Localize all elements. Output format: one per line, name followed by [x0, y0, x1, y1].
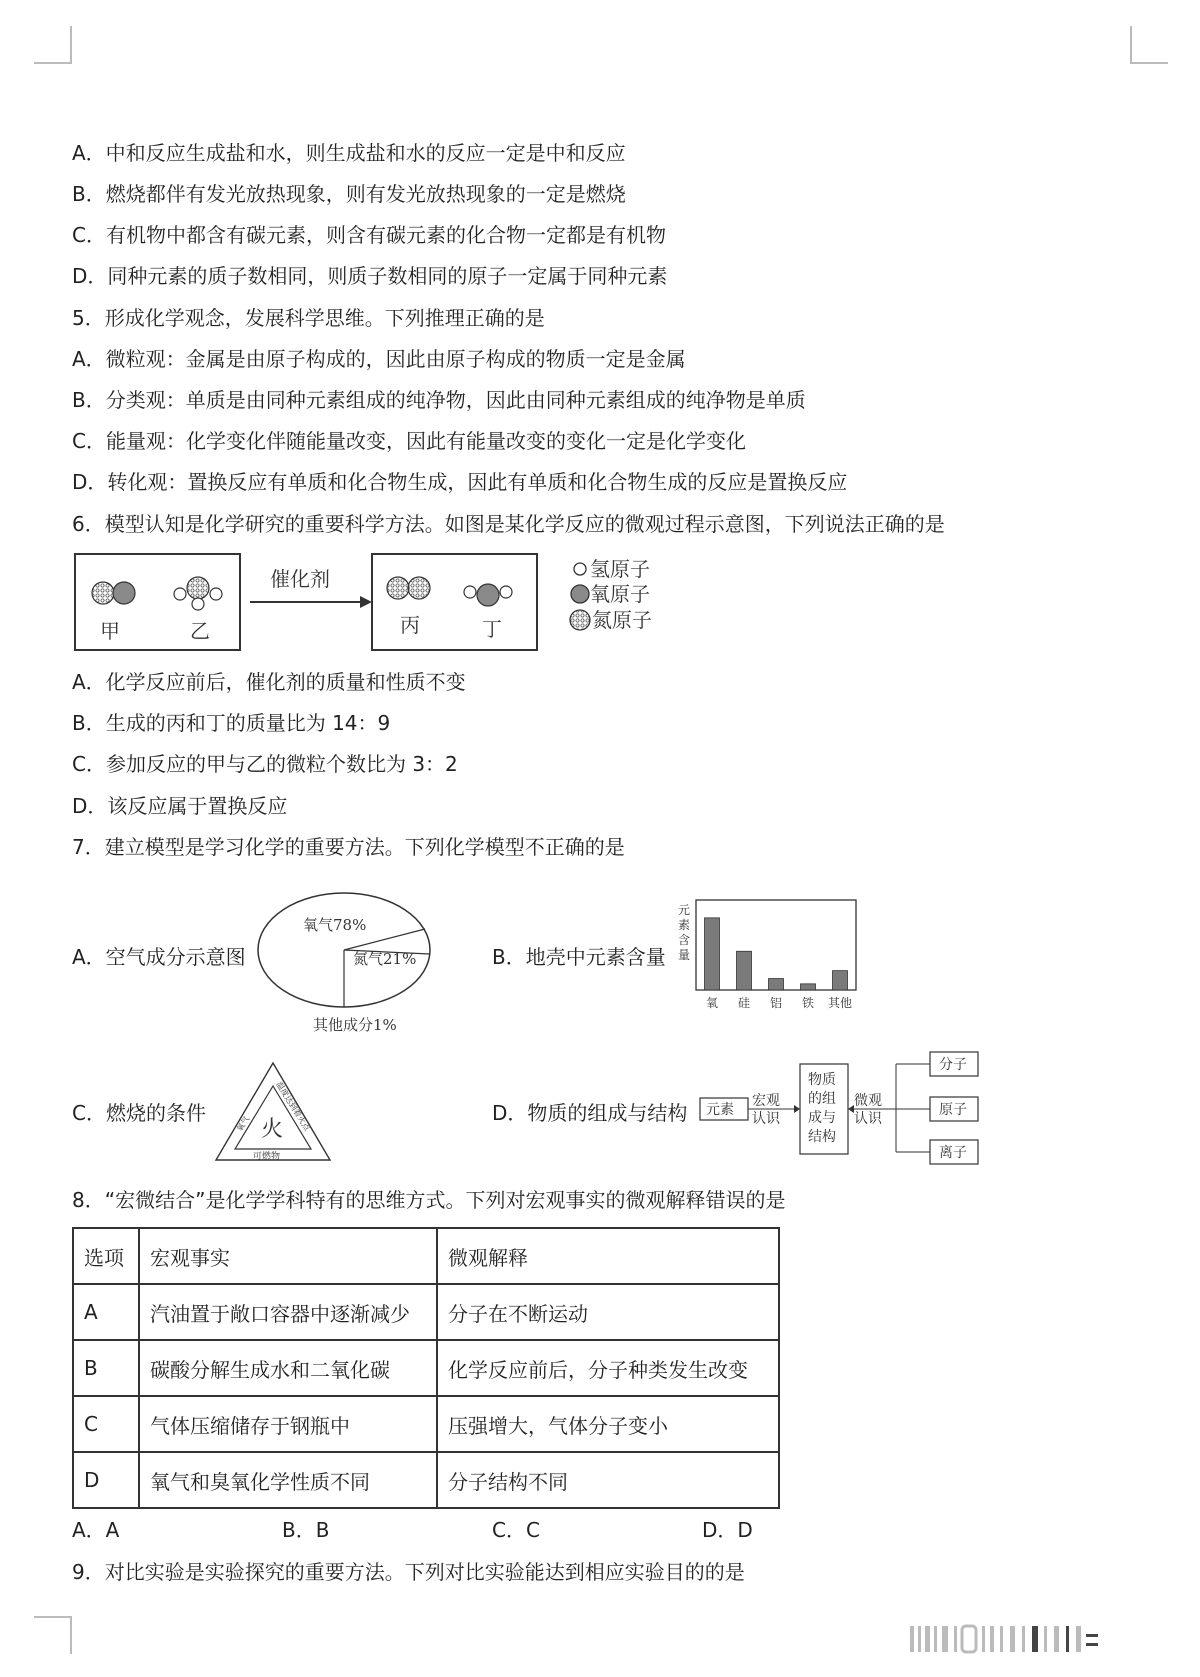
- ion-label: 离子: [939, 1145, 967, 1161]
- q5-stem: 5．形成化学观念，发展科学思维。下列推理正确的是: [72, 306, 545, 330]
- q8-option-c: C．C: [492, 1518, 540, 1542]
- molecule-bing: [387, 577, 430, 599]
- combustion-triangle: [213, 1060, 333, 1164]
- element-label: 元素: [706, 1102, 734, 1118]
- micro-label-2: 认识: [854, 1111, 882, 1127]
- molecule-ding: [464, 584, 512, 606]
- bar-ylabel-char-1: 素: [677, 918, 691, 932]
- corner-mark-bottom-left: [34, 1616, 72, 1654]
- bar-4: [833, 971, 848, 990]
- structure-center-4: 结构: [808, 1129, 836, 1145]
- bar-ylabel-char-2: 含: [677, 933, 691, 947]
- q8-option-b: B．B: [282, 1518, 330, 1542]
- bar-0: [705, 918, 720, 990]
- structure-center-1: 物质: [808, 1072, 836, 1088]
- product-box: [372, 554, 537, 650]
- q6-option-c: C．参加反应的甲与乙的微粒个数比为 3：2: [72, 752, 458, 776]
- bar-tick-label-0: 氧: [705, 996, 719, 1010]
- air-composition-pie: [255, 888, 435, 1038]
- macro-arrow-head-icon: [794, 1105, 800, 1113]
- row-b-macro: 碳酸分解生成水和二氧化碳: [139, 1340, 437, 1396]
- pie-other-label: 其他成分1%: [313, 1016, 397, 1034]
- row-d-micro: 分子结构不同: [437, 1452, 779, 1508]
- row-c-macro: 气体压缩储存于钢瓶中: [139, 1396, 437, 1452]
- reactant-jia-label: 甲: [100, 619, 120, 643]
- q7-option-d-label: D．物质的组成与结构: [492, 1101, 688, 1125]
- q5-option-a: A．微粒观：金属是由原子构成的，因此由原子构成的物质一定是金属: [72, 347, 686, 371]
- legend-oxygen: 氧原子: [590, 582, 650, 606]
- q7-option-c-label: C．燃烧的条件: [72, 1101, 206, 1125]
- bar-1: [737, 951, 752, 990]
- row-c-option: C: [73, 1396, 139, 1452]
- crust-element-bar-chart: [672, 898, 862, 1013]
- table-row: [73, 1452, 779, 1508]
- bar-tick-label-4: 其他: [827, 996, 853, 1010]
- pie-oxygen-label: 氧气78%: [303, 916, 367, 934]
- bar-chart-ylabel: [678, 903, 690, 962]
- q8-option-a: A．A: [72, 1518, 120, 1542]
- reaction-diagram: [70, 548, 670, 656]
- row-d-option: D: [73, 1452, 139, 1508]
- row-a-micro: 分子在不断运动: [437, 1284, 779, 1340]
- row-a-macro: 汽油置于敞口容器中逐渐减少: [139, 1284, 437, 1340]
- bar-tick-label-3: 铁: [801, 996, 815, 1010]
- q6-stem: 6．模型认知是化学研究的重要科学方法。如图是某化学反应的微观过程示意图，下列说法正确的是: [72, 512, 945, 536]
- oxygen-legend-icon: [571, 585, 589, 603]
- q6-option-d: D．该反应属于置换反应: [72, 794, 288, 818]
- structure-center-3: 成与: [808, 1110, 836, 1126]
- atom-label: 原子: [939, 1102, 967, 1118]
- molecule-yi: [174, 577, 222, 610]
- q7-option-a-label: A．空气成分示意图: [72, 945, 246, 969]
- q4-option-b: B．燃烧都伴有发光放热现象，则有发光放热现象的一定是燃烧: [72, 182, 626, 206]
- fire-bottom-label: 可燃物: [253, 1152, 281, 1162]
- catalyst-label: 催化剂: [270, 567, 330, 591]
- pie-nitrogen-label: 氮气21%: [353, 950, 417, 968]
- bar-2: [769, 979, 784, 990]
- q7-stem: 7．建立模型是学习化学的重要方法。下列化学模型不正确的是: [72, 835, 625, 859]
- row-b-option: B: [73, 1340, 139, 1396]
- q4-option-c: C．有机物中都含有碳元素，则含有碳元素的化合物一定都是有机物: [72, 223, 666, 247]
- q5-option-c: C．能量观：化学变化伴随能量改变，因此有能量改变的变化一定是化学变化: [72, 429, 746, 453]
- macro-label-2: 认识: [752, 1111, 780, 1127]
- reactant-yi-label: 乙: [190, 619, 210, 643]
- q8-stem: 8．“宏微结合”是化学学科特有的思维方式。下列对宏观事实的微观解释错误的是: [72, 1188, 786, 1212]
- structure-center-2: 的组: [808, 1091, 836, 1107]
- row-d-macro: 氧气和臭氧化学性质不同: [139, 1452, 437, 1508]
- row-b-micro: 化学反应前后，分子种类发生改变: [437, 1340, 779, 1396]
- header-macro: 宏观事实: [139, 1228, 437, 1284]
- table-row: [73, 1396, 779, 1452]
- bar-3: [801, 984, 816, 990]
- fire-left-label: 氧气: [235, 1114, 252, 1134]
- outer-triangle: [216, 1063, 330, 1160]
- micro-label-1: 微观: [854, 1093, 882, 1109]
- q8-table: [72, 1227, 780, 1509]
- page-marker-icon: [910, 1622, 1180, 1658]
- corner-mark-top-left: [34, 26, 72, 64]
- q5-option-b: B．分类观：单质是由同种元素组成的纯净物，因此由同种元素组成的纯净物是单质: [72, 388, 806, 412]
- q4-option-d: D．同种元素的质子数相同，则质子数相同的原子一定属于同种元素: [72, 264, 668, 288]
- product-bing-label: 丙: [400, 613, 420, 637]
- bar-tick-label-1: 硅: [737, 996, 751, 1010]
- table-row: [73, 1340, 779, 1396]
- header-micro: 微观解释: [437, 1228, 779, 1284]
- bar-tick-label-2: 铝: [769, 996, 783, 1010]
- q6-option-a: A．化学反应前后，催化剂的质量和性质不变: [72, 670, 466, 694]
- q7-option-b-label: B．地壳中元素含量: [492, 945, 666, 969]
- q4-option-a: A．中和反应生成盐和水，则生成盐和水的反应一定是中和反应: [72, 141, 626, 165]
- legend-hydrogen: 氢原子: [590, 557, 650, 581]
- legend-nitrogen: 氮原子: [592, 608, 652, 632]
- bar-ylabel-char-0: 元: [677, 903, 691, 917]
- nitrogen-legend-icon: [570, 610, 590, 630]
- arrow-head-icon: [360, 596, 372, 608]
- row-c-micro: 压强增大，气体分子变小: [437, 1396, 779, 1452]
- q5-option-d: D．转化观：置换反应有单质和化合物生成，因此有单质和化合物生成的反应是置换反应: [72, 470, 848, 494]
- product-ding-label: 丁: [482, 617, 502, 641]
- fire-center-label: 火: [261, 1117, 284, 1142]
- row-a-option: A: [73, 1284, 139, 1340]
- q8-option-d: D．D: [702, 1518, 753, 1542]
- table-row: [73, 1284, 779, 1340]
- q9-stem: 9．对比实验是实验探究的重要方法。下列对比实验能达到相应实验目的的是: [72, 1560, 745, 1584]
- q6-option-b: B．生成的丙和丁的质量比为 14：9: [72, 711, 391, 735]
- bar-ylabel-char-3: 量: [677, 948, 691, 962]
- matter-structure-diagram: [698, 1048, 983, 1172]
- hydrogen-legend-icon: [574, 563, 586, 575]
- molecule-label: 分子: [939, 1057, 967, 1073]
- molecule-jia: [92, 582, 135, 604]
- table-header-row: [73, 1228, 779, 1284]
- header-option: 选项: [73, 1228, 139, 1284]
- corner-mark-top-right: [1130, 26, 1168, 64]
- fire-right-label: 温度达到着火点: [274, 1080, 312, 1133]
- bar-chart-frame: [696, 900, 856, 990]
- macro-label-1: 宏观: [752, 1093, 780, 1109]
